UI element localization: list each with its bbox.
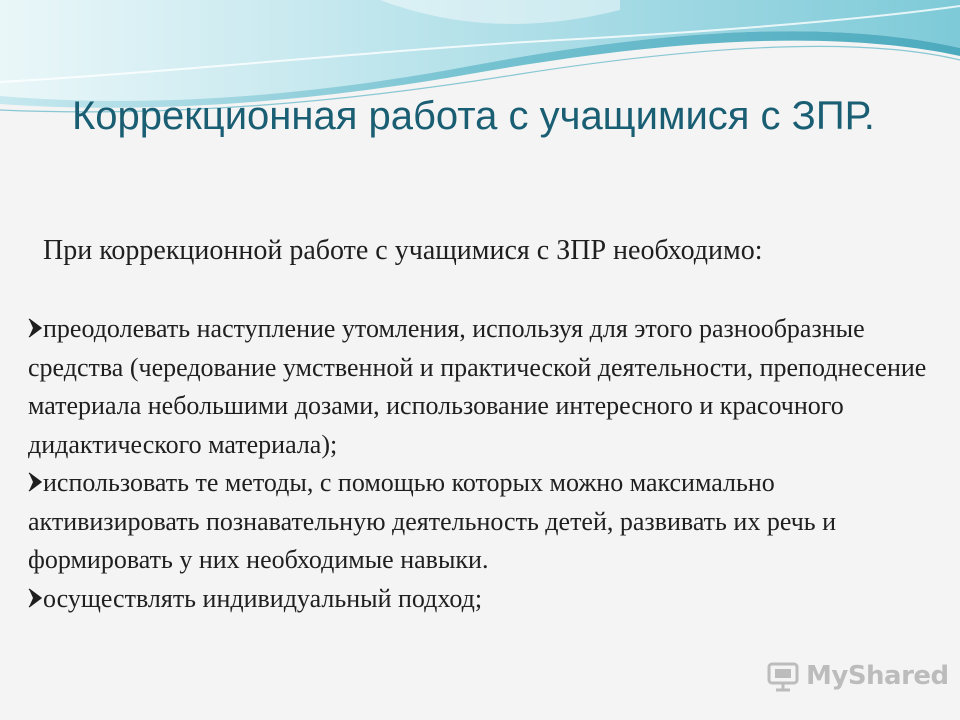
bullet-item <box>28 310 938 464</box>
arrowhead-bullet-icon <box>28 318 42 338</box>
arrowhead-bullet-icon <box>28 472 42 492</box>
watermark-text: MyShared <box>806 661 949 691</box>
bullet-item <box>28 464 938 580</box>
slide-title: Коррекционная работа с учащимися с ЗПР. <box>72 94 875 138</box>
arrowhead-bullet-icon <box>28 588 42 608</box>
bullet-text: преодолевать наступление утомления, используя для этого разнообразные средства (чередование умственной и практической деятельности, преподнесение материала небольшими дозами, использование интересного и красочного дидактического материала); <box>28 314 927 459</box>
bullet-item <box>28 580 938 619</box>
bullet-list <box>28 310 938 618</box>
myshared-watermark <box>766 656 949 696</box>
bullet-text: осуществлять индивидуальный подход; <box>43 583 483 613</box>
bullet-text: использовать те методы, с помощью которых можно максимально активизировать познавательную деятельность детей, развивать их речь и формировать у них необходимые навыки. <box>28 468 837 574</box>
presentation-board-icon <box>766 659 800 693</box>
intro-text: При коррекционной работе с учащимися с ЗПР необходимо: <box>43 235 763 266</box>
